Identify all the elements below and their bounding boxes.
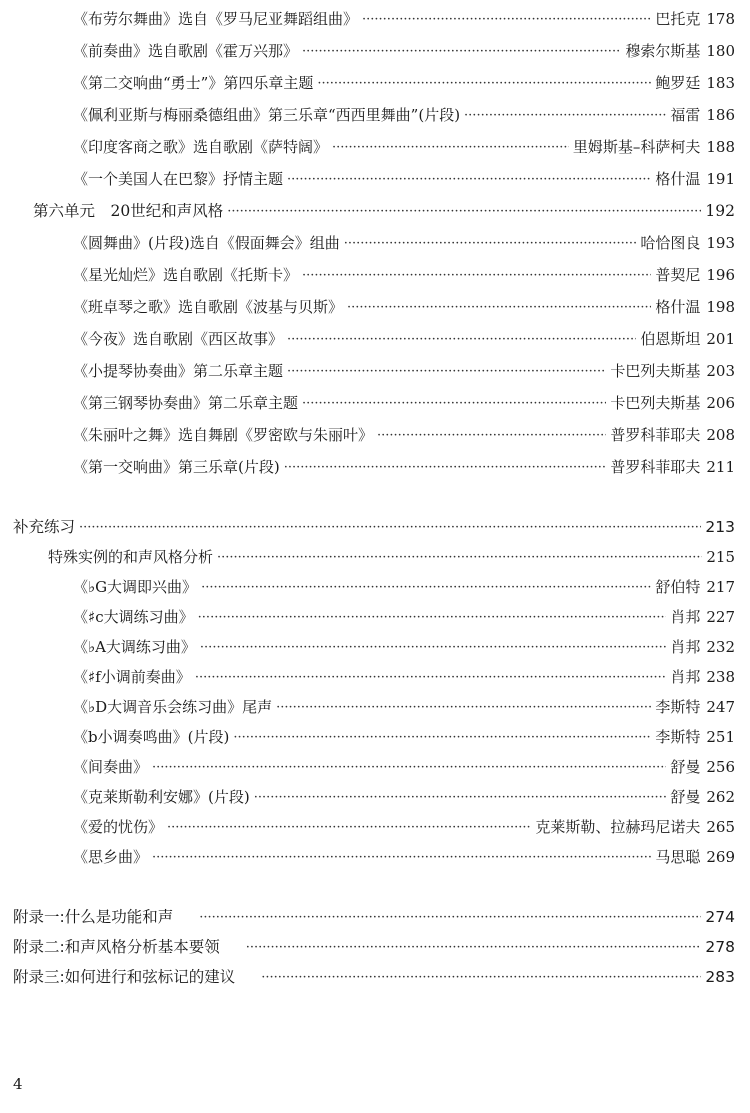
dot-leader (261, 970, 701, 986)
dot-leader (287, 332, 636, 348)
toc-entry-title: 《圆舞曲》(片段)选自《假面舞会》组曲 (73, 234, 340, 252)
dot-leader (464, 108, 666, 124)
dot-leader (276, 700, 651, 716)
toc-entry[interactable] (73, 630, 735, 656)
toc-entry-page: 180 (706, 42, 735, 60)
appendix-page: 278 (705, 938, 735, 956)
toc-entry[interactable] (73, 660, 735, 686)
dot-leader (233, 730, 651, 746)
toc-entry-title: 《布劳尔舞曲》选自《罗马尼亚舞蹈组曲》 (73, 10, 359, 28)
toc-entry-page: 211 (706, 458, 735, 476)
dot-leader (344, 236, 637, 252)
toc-entry-page: 247 (706, 698, 735, 716)
toc-entry-page: 178 (706, 10, 735, 28)
toc-entry[interactable] (73, 2, 735, 28)
section-title: 补充练习 (13, 518, 76, 536)
toc-entry-composer: 穆索尔斯基 (625, 42, 701, 60)
dot-leader (377, 428, 606, 444)
page-number: 4 (13, 1075, 23, 1093)
toc-entry-title: 《b小调奏鸣曲》(片段) (73, 728, 230, 746)
toc-entry-composer: 肖邦 (670, 668, 701, 686)
toc-entry-composer: 舒曼 (670, 788, 701, 806)
toc-entry-title: 《今夜》选自歌剧《西区故事》 (73, 330, 284, 348)
toc-entry-page: 203 (706, 362, 735, 380)
toc-entry[interactable] (73, 418, 735, 444)
toc-entry-page: 262 (706, 788, 735, 806)
subsection-page: 215 (706, 548, 735, 566)
toc-entry-composer: 卡巴列夫斯基 (610, 362, 701, 380)
toc-entry-page: 183 (706, 74, 735, 92)
toc-entry-page: 251 (706, 728, 735, 746)
dot-leader (198, 610, 667, 626)
appendix-title: 附录二:和声风格分析基本要领 (13, 938, 220, 956)
toc-entry-title: 《思乡曲》 (73, 848, 149, 866)
toc-entry[interactable] (73, 840, 735, 866)
dot-leader (302, 268, 651, 284)
toc-entry-composer: 普罗科菲耶夫 (610, 426, 701, 444)
toc-entry[interactable] (73, 450, 735, 476)
dot-leader (254, 790, 667, 806)
toc-entry[interactable] (73, 750, 735, 776)
dot-leader (217, 550, 702, 566)
toc-entry[interactable] (73, 290, 735, 316)
dot-leader (199, 910, 701, 926)
dot-leader (284, 460, 607, 476)
toc-entry-title: 《星光灿烂》选自歌剧《托斯卡》 (73, 266, 299, 284)
toc-entry-title: 《印度客商之歌》选自歌剧《萨特阔》 (73, 138, 329, 156)
toc-entry-composer: 舒曼 (670, 758, 701, 776)
toc-entry-page: 256 (706, 758, 735, 776)
toc-entry[interactable] (73, 322, 735, 348)
toc-entry-page: 201 (706, 330, 735, 348)
toc-entry[interactable] (73, 130, 735, 156)
appendix-page: 283 (705, 968, 735, 986)
toc-entry-title: 《♭D大调音乐会练习曲》尾声 (73, 698, 273, 716)
dot-leader (195, 670, 667, 686)
dot-leader (302, 396, 606, 412)
toc-entry-composer: 肖邦 (670, 638, 701, 656)
toc-entry-title: 《间奏曲》 (73, 758, 149, 776)
toc-entry-page: 208 (706, 426, 735, 444)
unit-title: 第六单元 20世纪和声风格 (33, 202, 224, 220)
toc-entry-composer: 鲍罗廷 (655, 74, 701, 92)
appendix-title: 附录三:如何进行和弦标记的建议 (13, 968, 236, 986)
toc-entry-page: 188 (706, 138, 735, 156)
toc-subsection-heading[interactable] (48, 540, 735, 566)
dot-leader (347, 300, 651, 316)
toc-appendix[interactable] (13, 930, 735, 956)
toc-entry-title: 《朱丽叶之舞》选自舞剧《罗密欧与朱丽叶》 (73, 426, 374, 444)
toc-entry-title: 《班卓琴之歌》选自歌剧《波基与贝斯》 (73, 298, 344, 316)
dot-leader (302, 44, 621, 60)
toc-entry-page: 206 (706, 394, 735, 412)
toc-entry-composer: 肖邦 (670, 608, 701, 626)
toc-entry-title: 《♯c大调练习曲》 (73, 608, 194, 626)
dot-leader (167, 820, 531, 836)
toc-entry-title: 《前奏曲》选自歌剧《霍万兴那》 (73, 42, 299, 60)
toc-entry-title: 《♭G大调即兴曲》 (73, 578, 198, 596)
toc-entry-page: 265 (706, 818, 735, 836)
dot-leader (287, 364, 606, 380)
appendix-page: 274 (705, 908, 735, 926)
toc-entry-title: 《♭A大调练习曲》 (73, 638, 196, 656)
toc-entry-composer: 哈恰图良 (640, 234, 701, 252)
dot-leader (362, 12, 651, 28)
toc-entry-page: 198 (706, 298, 735, 316)
toc-entry-title: 《♯f小调前奏曲》 (73, 668, 191, 686)
toc-entry-composer: 普契尼 (655, 266, 701, 284)
toc-unit-heading[interactable] (33, 194, 735, 220)
toc-entry-page: 193 (706, 234, 735, 252)
toc-entry[interactable] (73, 226, 735, 252)
toc-entry-title: 《小提琴协奏曲》第二乐章主题 (73, 362, 284, 380)
toc-entry[interactable] (73, 66, 735, 92)
toc-entry-page: 238 (706, 668, 735, 686)
toc-entry-title: 《克莱斯勒利安娜》(片段) (73, 788, 250, 806)
toc-entry-composer: 格什温 (655, 170, 701, 188)
toc-entry-composer: 李斯特 (655, 698, 701, 716)
toc-entry[interactable] (73, 810, 735, 836)
dot-leader (317, 76, 651, 92)
toc-entry-composer: 巴托克 (655, 10, 701, 28)
toc-appendix[interactable] (13, 960, 735, 986)
section-page: 213 (705, 518, 735, 536)
dot-leader (287, 172, 651, 188)
toc-entry-page: 217 (706, 578, 735, 596)
toc-entry-page: 227 (706, 608, 735, 626)
dot-leader (201, 580, 651, 596)
appendix-title: 附录一:什么是功能和声 (13, 908, 174, 926)
toc-entry-composer: 李斯特 (655, 728, 701, 746)
toc-entry-composer: 里姆斯基–科萨柯夫 (572, 138, 701, 156)
dot-leader (152, 760, 666, 776)
toc-entry-page: 269 (706, 848, 735, 866)
toc-entry[interactable] (73, 354, 735, 380)
toc-entry-page: 196 (706, 266, 735, 284)
toc-entry[interactable] (73, 600, 735, 626)
dot-leader (200, 640, 666, 656)
toc-entry-composer: 福雷 (670, 106, 701, 124)
toc-entry-page: 232 (706, 638, 735, 656)
toc-entry-page: 191 (706, 170, 735, 188)
toc-entry-title: 《第二交响曲“勇士”》第四乐章主题 (73, 74, 314, 92)
unit-page: 192 (705, 202, 735, 220)
toc-entry[interactable] (73, 570, 735, 596)
toc-entry-composer: 卡巴列夫斯基 (610, 394, 701, 412)
dot-leader (246, 940, 702, 956)
toc-entry-title: 《第三钢琴协奏曲》第二乐章主题 (73, 394, 299, 412)
toc-entry[interactable] (73, 386, 735, 412)
toc-entry[interactable] (73, 98, 735, 124)
toc-entry[interactable] (73, 34, 735, 60)
toc-entry-composer: 舒伯特 (655, 578, 701, 596)
toc-entry-title: 《一个美国人在巴黎》抒情主题 (73, 170, 284, 188)
toc-entry-composer: 马思聪 (655, 848, 701, 866)
dot-leader (227, 204, 701, 220)
toc-section-heading[interactable] (13, 510, 735, 536)
toc-entry[interactable] (73, 780, 735, 806)
toc-entry-composer: 格什温 (655, 298, 701, 316)
dot-leader (152, 850, 651, 866)
dot-leader (332, 140, 569, 156)
toc-entry-title: 《爱的忧伤》 (73, 818, 164, 836)
toc-entry-title: 《佩利亚斯与梅丽桑德组曲》第三乐章“西西里舞曲”(片段) (73, 106, 461, 124)
dot-leader (79, 520, 701, 536)
toc-entry-composer: 伯恩斯坦 (640, 330, 701, 348)
toc-entry-composer: 普罗科菲耶夫 (610, 458, 701, 476)
toc-entry[interactable] (73, 258, 735, 284)
toc-entry[interactable] (73, 690, 735, 716)
subsection-title: 特殊实例的和声风格分析 (48, 548, 214, 566)
toc-appendix[interactable] (13, 900, 735, 926)
toc-entry-title: 《第一交响曲》第三乐章(片段) (73, 458, 280, 476)
toc-entry-composer: 克莱斯勒、拉赫玛尼诺夫 (535, 818, 701, 836)
toc-entry-page: 186 (706, 106, 735, 124)
toc-entry[interactable] (73, 162, 735, 188)
toc-entry[interactable] (73, 720, 735, 746)
